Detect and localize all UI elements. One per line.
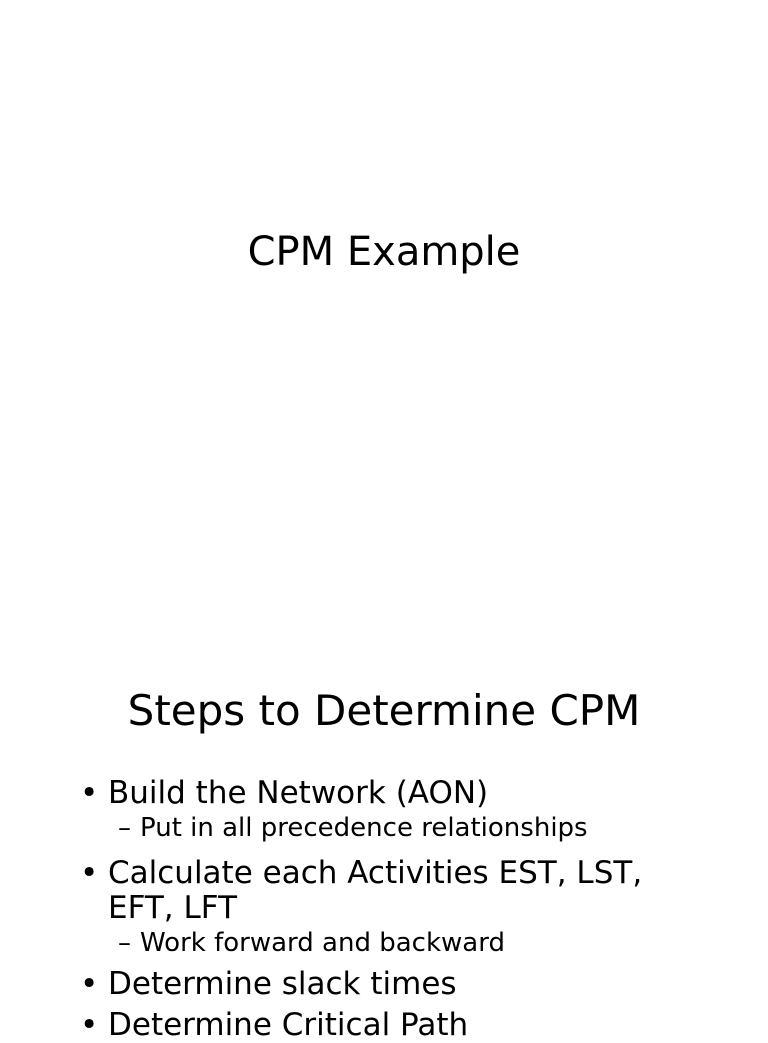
slide-cpm-example	[0, 0, 768, 512]
dash-icon: –	[118, 813, 131, 843]
bullet-dot-icon: •	[80, 855, 99, 891]
sub-bullet-text: Put in all precedence relationships	[140, 813, 588, 843]
bullet-item	[0, 856, 768, 926]
sub-bullet-text: Work forward and backward	[140, 928, 505, 958]
bullet-text: Calculate each Activities EST, LST, EFT, LFT	[108, 855, 643, 926]
slide-title: CPM Example	[247, 229, 521, 275]
bullet-item	[0, 1008, 768, 1043]
bullet-dot-icon: •	[80, 966, 99, 1002]
bullet-text: Build the Network (AON)	[108, 775, 489, 811]
bullet-list	[0, 776, 768, 1043]
bullet-dot-icon: •	[80, 1007, 99, 1043]
bullet-text: Determine slack times	[108, 966, 457, 1002]
slide-title: Steps to Determine CPM	[127, 686, 641, 735]
bullet-item	[0, 776, 768, 811]
dash-icon: –	[118, 928, 131, 958]
bullet-dot-icon: •	[80, 775, 99, 811]
slide-steps-to-determine-cpm	[0, 512, 768, 1043]
sub-bullet-item	[0, 811, 768, 846]
sub-bullet-item	[0, 926, 768, 961]
bullet-text: Determine Critical Path	[108, 1007, 469, 1043]
bullet-item	[0, 967, 768, 1002]
